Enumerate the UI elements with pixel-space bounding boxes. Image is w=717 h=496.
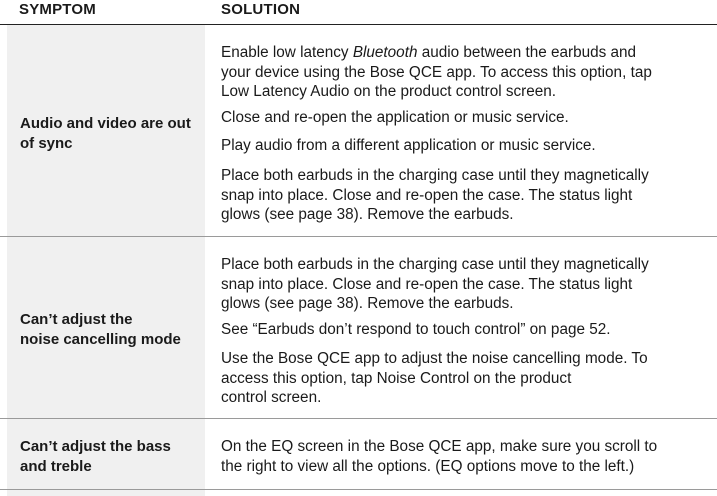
symptom-cell [7, 237, 205, 418]
solution-paragraph [221, 437, 657, 476]
solution-line-italic: Enable low latency Bluetooth audio between the earbuds and [221, 44, 637, 61]
solution-line: access this option, tap Noise Control on the product [221, 369, 572, 387]
symptom-text [20, 437, 205, 477]
symptom-cell [7, 25, 205, 236]
solution-line: Low Latency Audio on the product control screen. [221, 83, 557, 100]
symptom-line: of sync [20, 135, 73, 152]
solution-paragraph [221, 108, 569, 128]
symptom-text [20, 114, 205, 154]
symptom-line: Audio and video are out [20, 115, 191, 132]
bluetooth-italic: Bluetooth [352, 44, 418, 61]
symptom-line: Can’t adjust the bass [20, 438, 171, 455]
solution-line: your device using the Bose QCE app. To access this option, tap [221, 63, 652, 81]
solution-paragraph [221, 136, 596, 156]
solution-line: On the EQ screen in the Bose QCE app, make sure you scroll to [221, 438, 658, 455]
table-row [0, 419, 717, 490]
table-header [0, 0, 717, 25]
solution-line: glows (see page 38). Remove the earbuds. [221, 206, 514, 223]
solution-column-header: SOLUTION [221, 1, 301, 18]
solution-paragraph [221, 255, 649, 314]
symptom-column-header: SYMPTOM [19, 1, 96, 18]
solution-line: glows (see page 38). Remove the earbuds. [221, 295, 514, 312]
solution-paragraph [221, 349, 648, 408]
symptom-cell [7, 419, 205, 489]
solution-line: Close and re-open the application or music service. [221, 109, 569, 126]
solution-paragraph [221, 320, 610, 340]
table-row [0, 237, 717, 419]
symptom-text [20, 310, 205, 350]
solution-line: snap into place. Close and re-open the case. The status light [221, 186, 633, 204]
solution-line: See “Earbuds don’t respond to touch control” on page 52. [221, 321, 611, 338]
solution-paragraph [221, 166, 649, 225]
solution-paragraph [221, 43, 652, 102]
solution-line: Place both earbuds in the charging case until they magnetically [221, 167, 649, 184]
solution-line: Play audio from a different application or music service. [221, 137, 596, 154]
table-row [0, 25, 717, 237]
symptom-line: and treble [20, 458, 92, 475]
solution-line: Use the Bose QCE app to adjust the noise cancelling mode. To [221, 350, 648, 367]
solution-line: the right to view all the options. (EQ options move to the left.) [221, 457, 635, 475]
solution-line: control screen. [221, 389, 322, 406]
next-row-symptom-cell [7, 490, 205, 496]
symptom-line: Can’t adjust the [20, 311, 133, 328]
solution-line: Place both earbuds in the charging case until they magnetically [221, 256, 649, 273]
symptom-line: noise cancelling mode [20, 331, 181, 348]
solution-line: snap into place. Close and re-open the case. The status light [221, 275, 633, 293]
